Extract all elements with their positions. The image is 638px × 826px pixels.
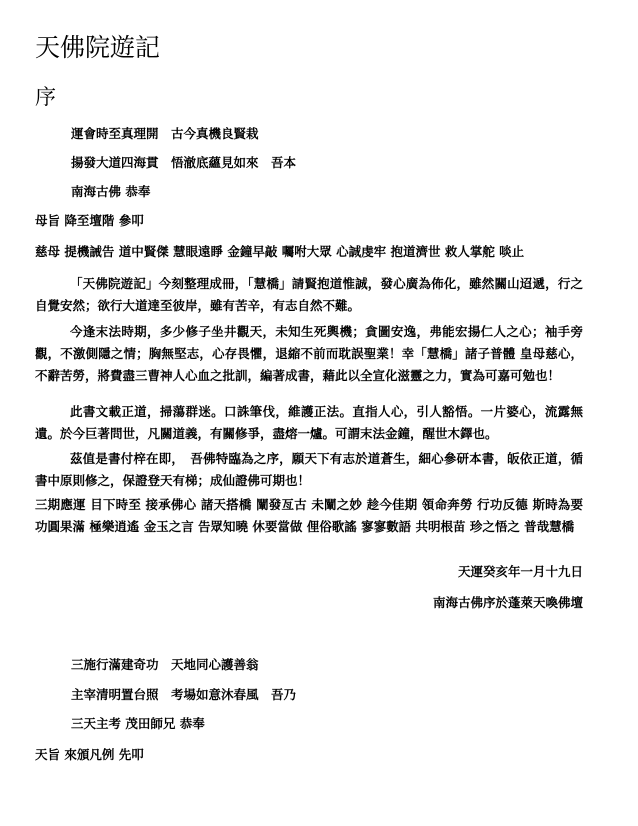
poem-attribution: 南海古佛 恭奉 bbox=[71, 184, 151, 199]
third-period-verse: 三期應運 目下時至 接承佛心 諸天搭橋 闡發亙古 未闡之妙 趁今佳期 領命奔勞 行功反德 斯時為要 功圓果滿 極樂逍遙 金玉之言 告眾知曉 休要當做 俚俗歌謠 寥寥數語 共明根苗 珍之悟之 普哉慧橋 bbox=[35, 497, 583, 534]
poem-line: 主宰清明置台照 考場如意沐春風 吾乃 bbox=[71, 687, 297, 702]
paragraph: 茲值是書付梓在即， 吾佛特臨為之序，願天下有志於道蒼生，細心參研本書，皈依正道，循書中原則修之，保證登天有梯；成仙證佛可期也！ bbox=[35, 451, 583, 488]
poem-line: 揚發大道四海貫 悟澈底蘊見如來 吾本 bbox=[71, 155, 297, 170]
decree-line: 天旨 來頒凡例 先叩 bbox=[35, 747, 144, 762]
mother-instruction: 慈母 提機誡告 道中賢傑 慧眼遠睜 金鐘早敲 囑咐大眾 心誠虔牢 抱道濟世 救人掌舵 啖止 bbox=[35, 244, 525, 259]
date-line: 天運癸亥年一月十九日 bbox=[457, 564, 583, 579]
paragraph: 「天佛院遊記」今刻整理成冊，「慧橋」請賢抱道惟誠，發心廣為佈化，雖然關山迢遞，行之自覺安然；欲行大道達至彼岸，雖有苦辛，有志自然不難。 bbox=[35, 276, 583, 313]
signature-line: 南海古佛序於蓬萊天喚佛壇 bbox=[432, 595, 583, 610]
decree-line: 母旨 降至壇階 參叩 bbox=[35, 213, 144, 228]
paragraph: 今逢末法時期，多少修子坐井觀天，未知生死輿機；貪圖安逸，弗能宏揚仁人之心；袖手旁觀，不激側隱之情；胸無堅志，心存畏懼，退縮不前而耽誤聖業！幸「慧橋」諸子普體 皇母慈心，不辭苦勞，將費盡三曹神人心血之批訓，編著成書，藉此以全宣化滋靈之力，實為可嘉可勉也！ bbox=[35, 324, 583, 383]
paragraph: 此書文載正道，掃蕩群迷。口誅筆伐，維護正法。直指人心，引人豁悟。一片婆心，流露無遺。於今巨著問世，凡關道義，有關修爭，盡熔一爐。可謂末法金鐘，醒世木鐸也。 bbox=[35, 404, 583, 441]
section-heading: 序 bbox=[35, 85, 56, 109]
poem-line: 三施行滿建奇功 天地同心護善翁 bbox=[71, 657, 259, 672]
poem-attribution: 三天主考 茂田師兄 恭奉 bbox=[71, 716, 205, 731]
poem-line: 運會時至真理開 古今真機良賢栽 bbox=[71, 126, 259, 141]
document-title: 天佛院遊記 bbox=[35, 33, 161, 62]
